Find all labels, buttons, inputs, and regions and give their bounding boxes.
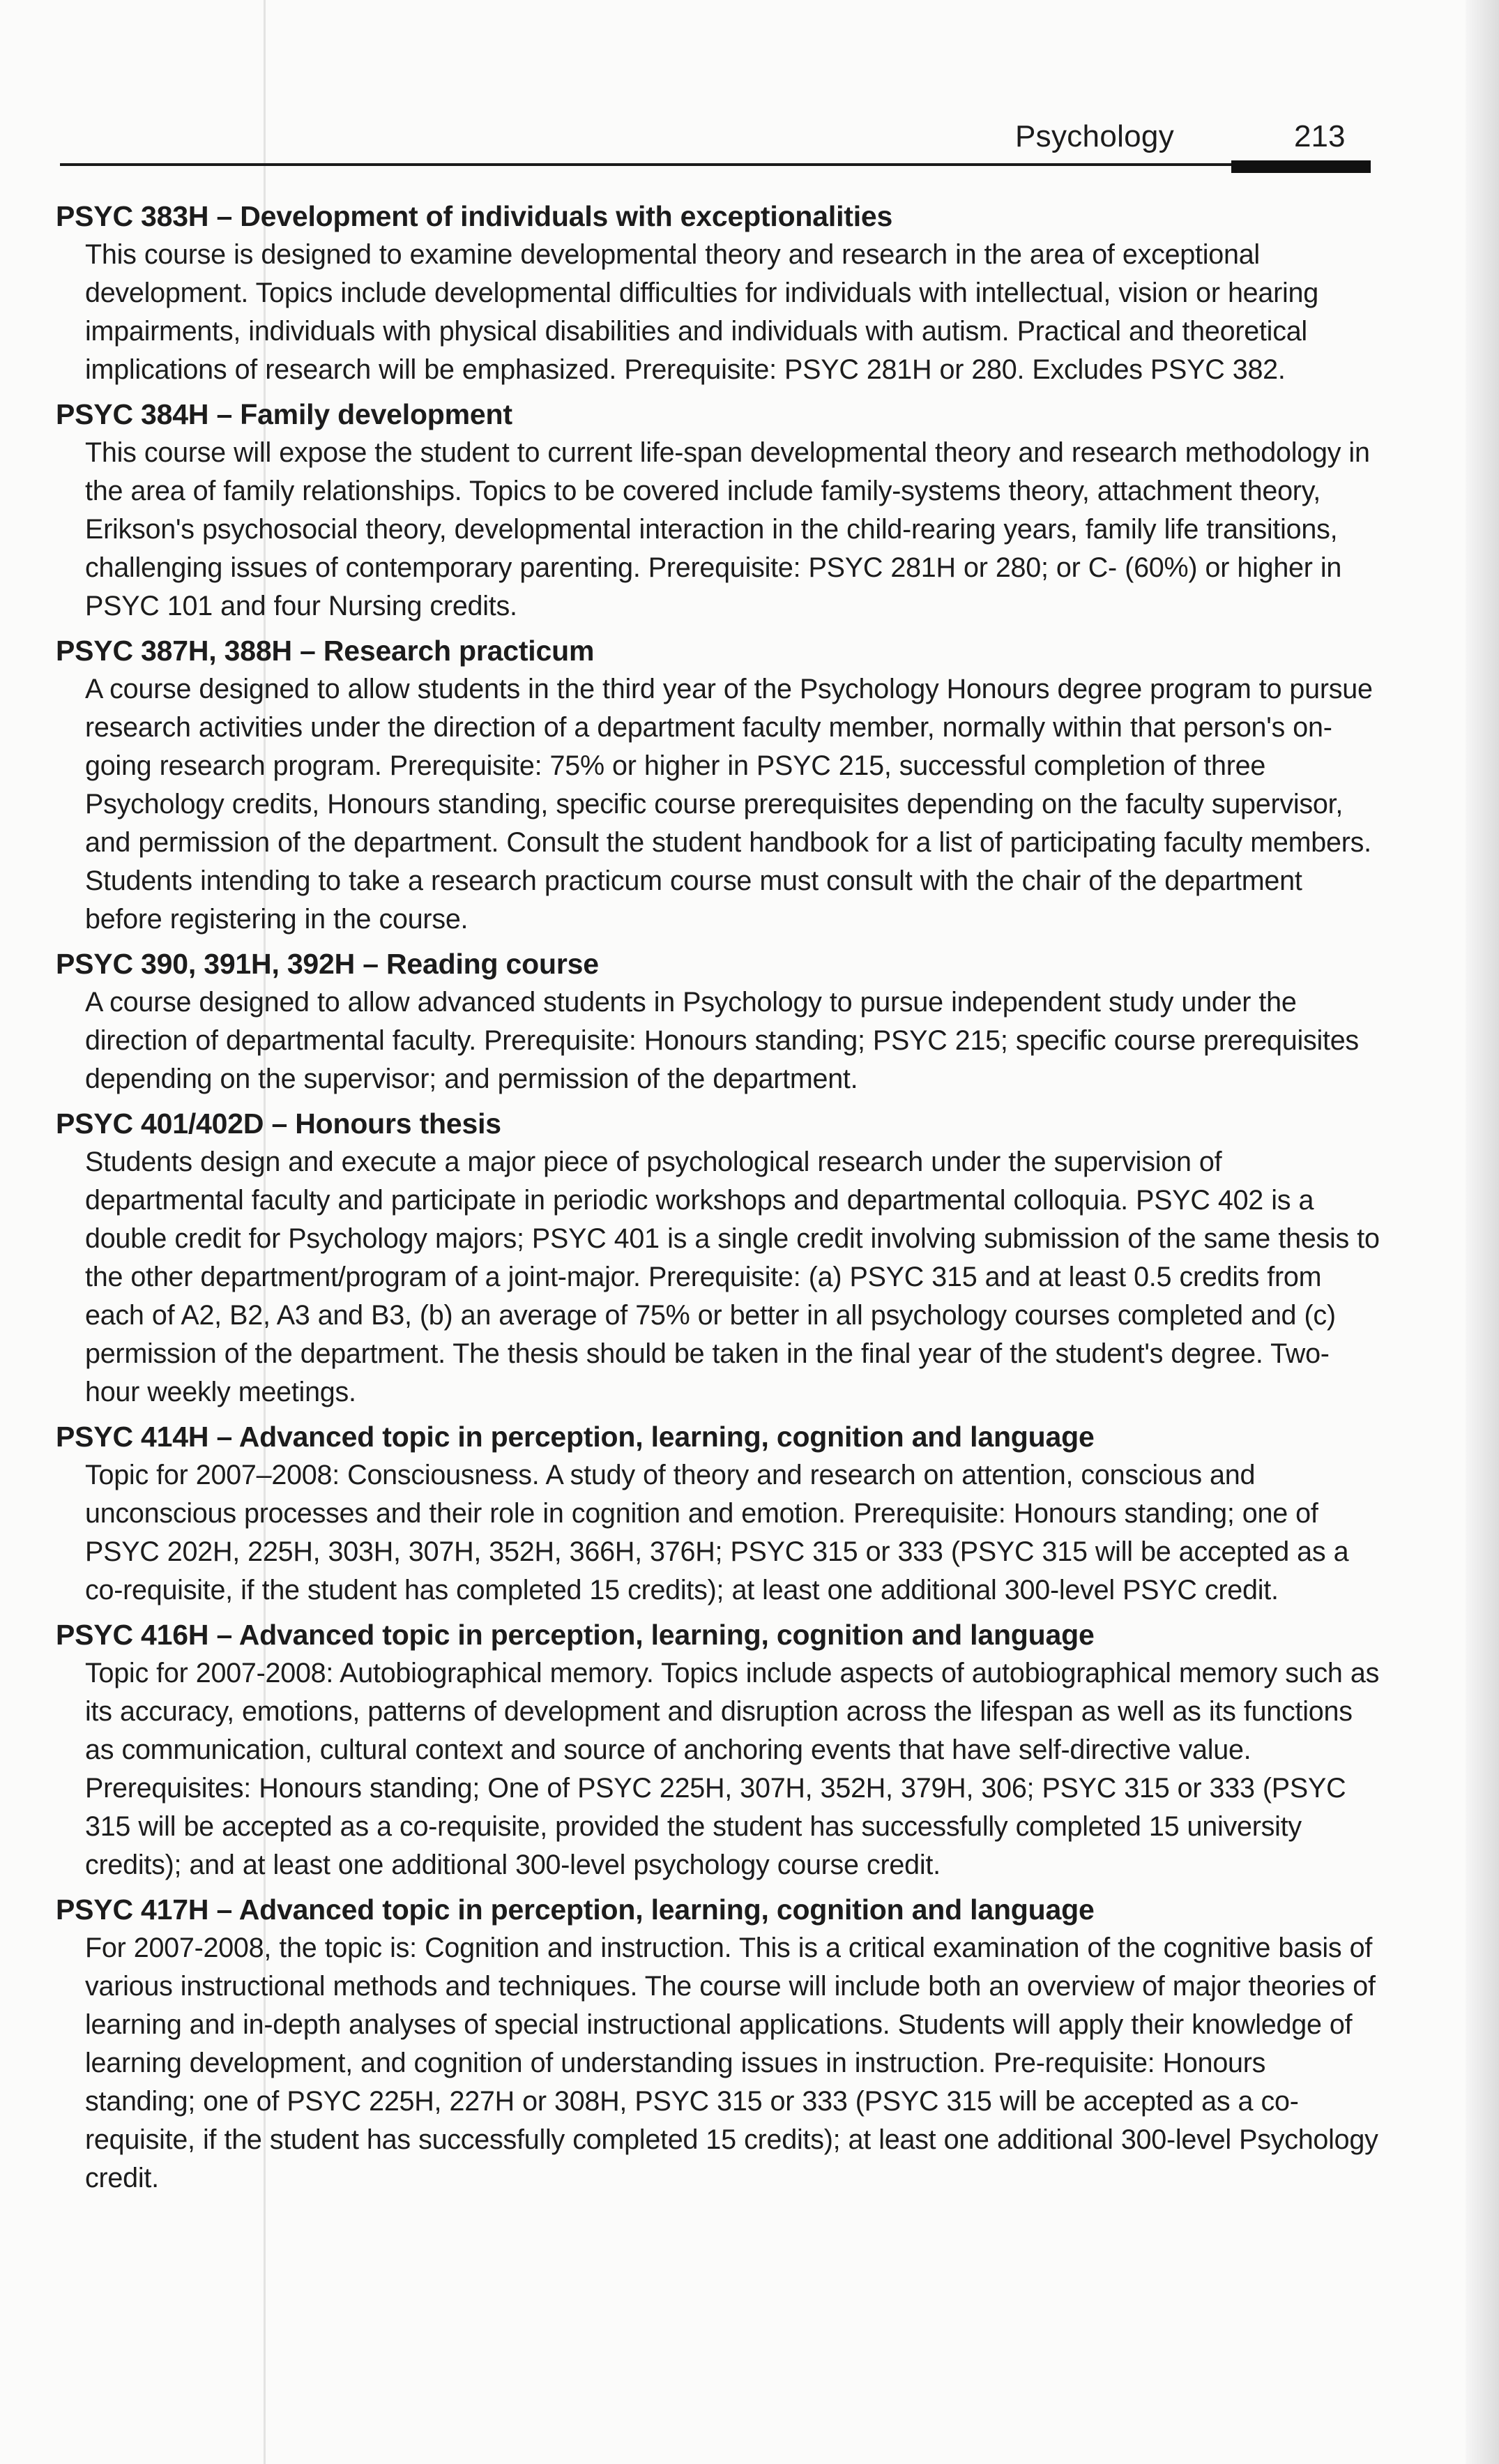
header-rule-accent — [1231, 160, 1371, 173]
course-entry-383h — [56, 197, 1380, 389]
course-description: Topic for 2007–2008: Consciousness. A study of theory and research on attention, conscious and unconscious processes and their role in cognition and emotion. Prerequisite: Honours standing; one of PSYC 202H, 225H, 303H, 307H, 352H, 366H, 376H; PSYC 315 or 333 (PSYC 315 will be accepted as a co-requisite, if the student has completed 15 credits); at least one additional 300-level PSYC credit. — [85, 1460, 1349, 1605]
course-list — [56, 197, 1380, 2203]
course-entry-390-392h — [56, 944, 1380, 1098]
running-head: Psychology — [1015, 119, 1175, 153]
course-title: PSYC 417H – Advanced topic in perception, learning, cognition and language — [56, 1894, 1095, 1926]
page-number: 213 — [1294, 119, 1346, 153]
course-description: This course is designed to examine developmental theory and research in the area of exceptional development. Topics include developmental difficulties for individuals with intellectual, vision or hearing impairments, individuals with physical disabilities and individuals with autism. Practical and theoretical implications of research will be emphasized. Prerequisite: PSYC 281H or 280. Excludes PSYC 382. — [85, 239, 1318, 385]
page-header — [60, 117, 1371, 166]
course-entry-384h — [56, 395, 1380, 626]
course-entry-401-402d — [56, 1104, 1380, 1412]
header-rule — [60, 163, 1371, 166]
course-title: PSYC 390, 391H, 392H – Reading course — [56, 948, 599, 980]
course-description: This course will expose the student to current life-span developmental theory and research methodology in the area of family relationships. Topics to be covered include family-systems theory, attachment theory, Erikson's psychosocial theory, developmental interaction in the child-rearing years, family life transitions, challenging issues of contemporary parenting. Prerequisite: PSYC 281H or 280; or C- (60%) or higher in PSYC 101 and four Nursing credits. — [85, 437, 1370, 621]
course-entry-414h — [56, 1417, 1380, 1610]
course-title: PSYC 387H, 388H – Research practicum — [56, 635, 595, 667]
course-entry-387h-388h — [56, 631, 1380, 939]
course-title: PSYC 401/402D – Honours thesis — [56, 1108, 501, 1140]
course-title: PSYC 384H – Family development — [56, 398, 512, 430]
course-title: PSYC 414H – Advanced topic in perception, learning, cognition and language — [56, 1421, 1095, 1453]
course-entry-416h — [56, 1615, 1380, 1884]
course-entry-417h — [56, 1890, 1380, 2198]
course-description: Topic for 2007-2008: Autobiographical memory. Topics include aspects of autobiographical memory such as its accuracy, emotions, patterns of development and disruption across the lifespan as well as its functions as communication, cultural context and source of anchoring events that have self-directive value. Prerequisites: Honours standing; One of PSYC 225H, 307H, 352H, 379H, 306; PSYC 315 or 333 (PSYC 315 will be accepted as a co-requisite, provided the student has successfully completed 15 university credits); and at least one additional 300-level psychology course credit. — [85, 1658, 1380, 1880]
course-description: A course designed to allow advanced students in Psychology to pursue independent study under the direction of departmental faculty. Prerequisite: Honours standing; PSYC 215; specific course prerequisites depending on the supervisor; and permission of the department. — [85, 987, 1359, 1094]
course-description: For 2007-2008, the topic is: Cognition and instruction. This is a critical examination of the cognitive basis of various instructional methods and techniques. The course will include both an overview of major theories of learning and in-depth analyses of special instructional applications. Students will apply their knowledge of learning development, and cognition of understanding issues in instruction. Pre-requisite: Honours standing; one of PSYC 225H, 227H or 308H, PSYC 315 or 333 (PSYC 315 will be accepted as a co-requisite, if the student has successfully completed 15 credits); at least one additional 300-level Psychology credit. — [85, 1933, 1378, 2193]
course-title: PSYC 416H – Advanced topic in perception, learning, cognition and language — [56, 1619, 1095, 1651]
scan-edge-shadow — [1466, 0, 1499, 2464]
course-description: A course designed to allow students in the third year of the Psychology Honours degree program to pursue research activities under the direction of a department faculty member, normally within that person's on-going research program. Prerequisite: 75% or higher in PSYC 215, successful completion of three Psychology credits, Honours standing, specific course prerequisites depending on the faculty supervisor, and permission of the department. Consult the student handbook for a list of participating faculty members. Students intending to take a research practicum course must consult with the chair of the department before registering in the course. — [85, 674, 1373, 935]
course-description: Students design and execute a major piece of psychological research under the supervision of departmental faculty and participate in periodic workshops and departmental colloquia. PSYC 402 is a double credit for Psychology majors; PSYC 401 is a single credit involving submission of the same thesis to the other department/program of a joint-major. Prerequisite: (a) PSYC 315 and at least 0.5 credits from each of A2, B2, A3 and B3, (b) an average of 75% or better in all psychology courses completed and (c) permission of the department. The thesis should be taken in the final year of the student's degree. Two-hour weekly meetings. — [85, 1147, 1380, 1407]
course-title: PSYC 383H – Development of individuals with exceptionalities — [56, 200, 893, 232]
